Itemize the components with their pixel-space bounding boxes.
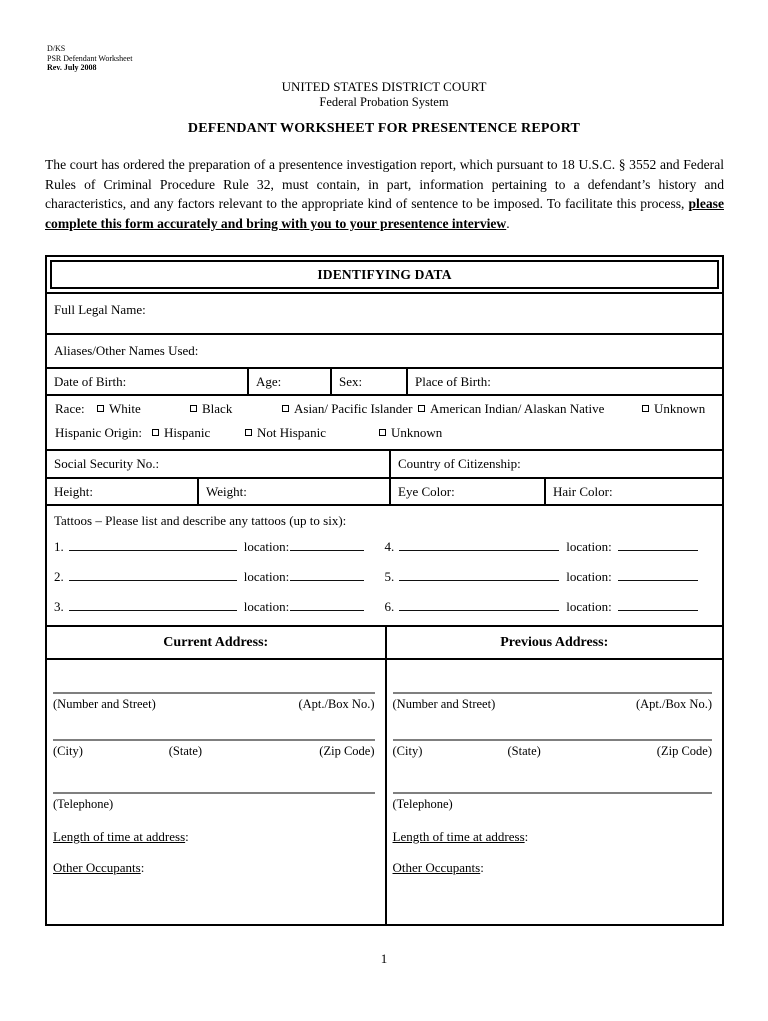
tattoo-location-label: location: [243,539,290,554]
full-legal-name-field[interactable] [47,292,722,333]
race-option-black-label: Black [202,401,233,416]
tattoo-location-input[interactable] [618,598,698,611]
age-field[interactable] [247,369,330,394]
previous-address-header: Previous Address: [385,627,723,658]
number-street-label: (Number and Street) [53,697,156,711]
zip-label: (Zip Code) [656,744,712,758]
state-label: (State) [507,744,541,758]
checkbox-race-white[interactable] [97,405,104,412]
tattoo-description-input[interactable] [69,538,237,551]
hispanic-option-hispanic-label: Hispanic [164,425,211,440]
race-option-white[interactable] [97,401,141,417]
intro-text: The court has ordered the preparation of a presentence investigation report, which pursuant to 18 U.S.C. § 3552 and Federal Rules of Criminal Procedure Rule 32, must contain, in part, information pertaining to a defendant’s history and characteristics, and any factors relevant to the appropriate kind of sentence to be imposed. To facilitate this process, [45,157,724,212]
race-option-american-indian-label: American Indian/ Alaskan Native [430,401,605,416]
checkbox-not-hispanic[interactable] [245,429,252,436]
intro-emphasis: please complete this form accurately and bring with you to your presentence interview [45,196,724,231]
sex-field[interactable] [330,369,406,394]
current-city-input[interactable] [53,739,375,741]
current-street-input[interactable] [53,692,375,694]
previous-street-input[interactable] [393,692,713,694]
tattoo-location-label: location: [566,539,612,554]
other-occupants-label: Other Occupants [53,860,141,875]
race-options-line [47,396,722,420]
zip-label: (Zip Code) [319,744,375,758]
court-title: UNITED STATES DISTRICT COURT [281,79,487,94]
section-title: IDENTIFYING DATA [50,260,719,289]
length-of-time-label: Length of time at address [53,829,186,844]
tattoo-number: 6. [384,599,395,614]
doc-revision: Rev. July 2008 [47,63,97,72]
city-label: (City) [392,744,423,758]
hispanic-option-not-hispanic-label: Not Hispanic [257,425,326,440]
race-option-black[interactable] [190,401,232,417]
full-legal-name-label: Full Legal Name: [54,302,146,317]
eye-color-field[interactable] [389,479,544,504]
hispanic-option-unknown[interactable] [379,425,442,441]
current-telephone-input[interactable] [53,792,375,794]
address-body-row [47,658,722,924]
address-header-row [47,625,722,658]
hispanic-options-line [47,420,722,444]
tattoo-location-label: location: [566,599,612,614]
checkbox-hispanic-unknown[interactable] [379,429,386,436]
state-label: (State) [168,744,203,758]
page-number: 1 [380,951,388,966]
number-street-label: (Number and Street) [392,697,496,711]
place-of-birth-field[interactable] [406,369,722,394]
tattoo-location-input[interactable] [290,598,364,611]
doc-meta-block [47,44,132,73]
colon: : [480,860,484,875]
tattoo-number: 3. [54,599,64,614]
sex-label: Sex: [339,373,363,389]
current-occupants-field[interactable] [53,860,375,876]
tattoo-location-input[interactable] [290,568,364,581]
apt-box-label: (Apt./Box No.) [635,697,712,711]
race-option-american-indian[interactable] [418,401,604,417]
current-length-field[interactable] [53,829,375,845]
colon: : [140,860,145,875]
race-option-asian-pacific[interactable] [282,401,412,417]
eye-color-label: Eye Color: [398,483,455,499]
tattoo-location-input[interactable] [618,538,698,551]
height-field[interactable] [47,479,197,504]
doc-name: PSR Defendant Worksheet [47,53,133,63]
hispanic-option-hispanic[interactable] [152,425,210,441]
telephone-label: (Telephone) [392,797,453,811]
ssn-citizenship-row [47,449,722,477]
tattoos-intro: Tattoos – Please list and describe any tattoos (up to six): [54,513,347,528]
hispanic-option-unknown-label: Unknown [391,425,443,440]
hispanic-origin-label: Hispanic Origin: [55,425,143,440]
tattoos-row [47,504,722,625]
dob-row [47,367,722,394]
other-occupants-label: Other Occupants [392,860,481,875]
age-label: Age: [256,373,282,389]
tattoo-description-input[interactable] [399,538,559,551]
date-of-birth-label: Date of Birth: [54,373,127,389]
previous-address-cell [385,660,723,924]
section-header-row [47,257,722,292]
tattoo-line-5 [385,568,716,598]
citizenship-label: Country of Citizenship: [398,456,521,471]
physical-traits-row [47,477,722,504]
citizenship-field[interactable] [389,451,722,477]
aliases-label: Aliases/Other Names Used: [54,343,199,358]
tattoo-line-4 [385,538,716,568]
height-label: Height: [54,483,93,499]
checkbox-race-unknown[interactable] [642,405,649,412]
date-of-birth-field[interactable] [47,369,247,394]
hair-color-label: Hair Color: [553,483,613,499]
tattoo-location-label: location: [243,599,290,614]
hair-color-field[interactable] [544,479,722,504]
tattoo-location-label: location: [566,569,612,584]
tattoo-description-input[interactable] [399,568,559,581]
tattoo-number: 4. [384,539,395,554]
tattoo-location-label: location: [243,569,290,584]
tattoo-lines-grid [54,538,715,628]
court-subtitle: Federal Probation System [319,95,449,109]
intro-period: . [506,215,510,231]
current-address-header: Current Address: [163,634,269,650]
race-option-unknown[interactable] [642,401,705,417]
colon: : [524,829,529,844]
previous-occupants-field[interactable] [393,860,713,876]
ssn-field[interactable] [47,451,389,477]
tattoo-line-3 [54,598,385,628]
race-option-white-label: White [109,401,141,416]
city-label: (City) [53,744,83,758]
checkbox-race-black[interactable] [190,405,197,412]
identifying-data-table [45,255,724,926]
form-title: DEFENDANT WORKSHEET FOR PRESENTENCE REPORT [187,121,581,136]
current-street-labels [53,697,375,712]
doc-code: D/KS [47,44,66,53]
tattoo-number: 2. [54,569,64,584]
tattoo-column-left [54,538,385,628]
length-of-time-label: Length of time at address [392,829,525,844]
apt-box-label: (Apt./Box No.) [298,697,375,711]
colon: : [185,829,189,844]
race-label: Race: [55,401,85,416]
aliases-field[interactable] [47,333,722,367]
current-city-labels [53,744,375,760]
previous-length-field[interactable] [393,829,713,845]
tattoo-number: 5. [384,569,395,584]
tattoo-column-right [385,538,716,628]
tattoo-description-input[interactable] [69,598,237,611]
intro-paragraph [45,155,724,233]
hispanic-option-not-hispanic[interactable] [245,425,326,441]
previous-telephone-input[interactable] [393,792,713,794]
ssn-label: Social Security No.: [54,456,160,471]
weight-field[interactable] [197,479,389,504]
tattoo-description-input[interactable] [399,598,559,611]
telephone-label: (Telephone) [53,797,114,811]
previous-city-input[interactable] [393,739,713,741]
checkbox-hispanic[interactable] [152,429,159,436]
race-option-asian-pacific-label: Asian/ Pacific Islander [294,401,413,416]
tattoo-number: 1. [54,539,64,554]
tattoo-line-1 [54,538,385,568]
tattoo-line-2 [54,568,385,598]
weight-label: Weight: [206,483,247,499]
race-option-unknown-label: Unknown [654,401,706,416]
place-of-birth-label: Place of Birth: [415,373,491,389]
tattoo-location-input[interactable] [618,568,698,581]
tattoo-location-input[interactable] [290,538,364,551]
previous-city-labels [393,744,713,760]
tattoo-description-input[interactable] [69,568,237,581]
checkbox-race-american-indian[interactable] [418,405,425,412]
race-row [47,394,722,449]
previous-street-labels [393,697,713,712]
tattoo-line-6 [385,598,716,628]
checkbox-race-asian-pacific[interactable] [282,405,289,412]
current-address-cell [47,660,385,924]
